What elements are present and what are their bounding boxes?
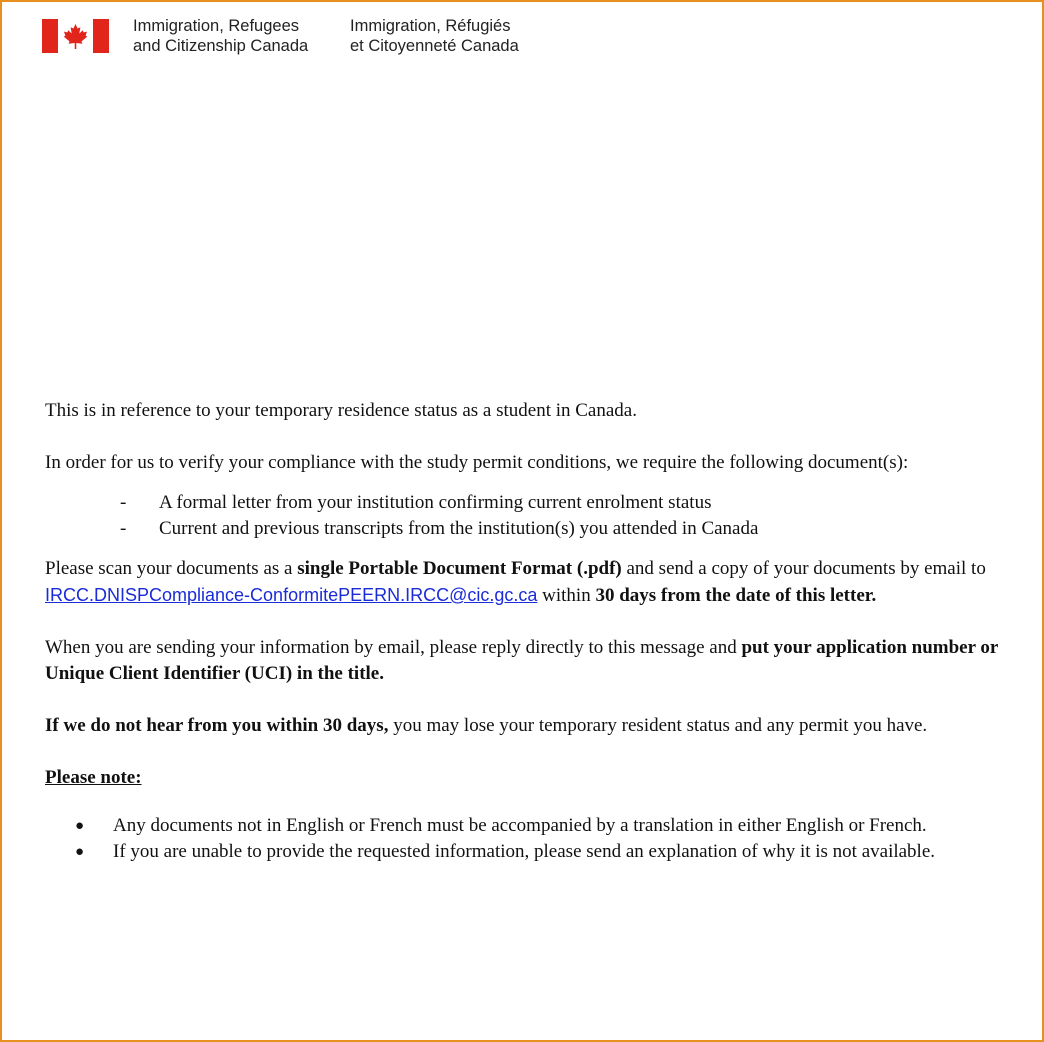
agency-name-french: [350, 16, 519, 56]
agency-en-line1: Immigration, Refugees: [133, 17, 299, 35]
warning-bold: If we do not hear from you within 30 days,: [45, 715, 389, 736]
list-item: [75, 839, 1035, 865]
scan-deadline: 30 days from the date of this letter.: [595, 585, 877, 606]
warning-paragraph: [45, 713, 1035, 739]
note-heading: Please note:: [45, 767, 142, 788]
scan-format: single Portable Document Format (.pdf): [297, 558, 622, 579]
agency-en-line2: and Citizenship Canada: [133, 37, 309, 55]
agency-fr-line1: Immigration, Réfugiés: [350, 17, 511, 35]
note-item-2: If you are unable to provide the requested information, please send an explanation of why it is not available.: [113, 841, 936, 862]
reply-instructions-paragraph: [45, 635, 1035, 687]
required-documents-list: [45, 490, 1035, 542]
note-item-1: Any documents not in English or French must be accompanied by a translation in either English or French.: [113, 815, 927, 836]
letter-body: [45, 398, 1035, 865]
reply-bold: put your application number or Unique Client Identifier (UCI) in the title.: [45, 637, 999, 684]
request-paragraph: In order for us to verify your compliance with the study permit conditions, we require the following document(s):: [45, 452, 909, 473]
agency-fr-line2: et Citoyenneté Canada: [350, 37, 519, 55]
list-item: [75, 813, 1035, 839]
document-item-2: Current and previous transcripts from the institution(s) you attended in Canada: [159, 518, 759, 539]
bullet-icon: ●: [75, 844, 85, 860]
scan-middle: and send a copy of your documents by email to: [621, 558, 986, 579]
scan-prefix: Please scan your documents as a: [45, 558, 298, 579]
scan-instructions-paragraph: [45, 556, 1035, 609]
agency-name-english: [133, 16, 308, 56]
compliance-email-link[interactable]: IRCC.DNISPCompliance-ConformitePEERN.IRCC@cic.gc.ca: [45, 585, 538, 605]
scan-within: within: [537, 585, 596, 606]
dash-marker: -: [120, 518, 127, 539]
list-item: [120, 516, 1035, 542]
dash-marker: -: [120, 492, 127, 513]
canada-flag-logo: [42, 19, 109, 53]
reply-prefix: When you are sending your information by email, please reply directly to this message and: [45, 637, 742, 658]
maple-leaf-icon: [64, 24, 88, 49]
intro-paragraph: This is in reference to your temporary residence status as a student in Canada.: [45, 400, 637, 421]
bullet-icon: ●: [75, 818, 85, 834]
list-item: [120, 490, 1035, 516]
document-item-1: A formal letter from your institution confirming current enrolment status: [159, 492, 712, 513]
notes-list: [45, 813, 1035, 865]
warning-rest: you may lose your temporary resident status and any permit you have.: [388, 715, 928, 736]
